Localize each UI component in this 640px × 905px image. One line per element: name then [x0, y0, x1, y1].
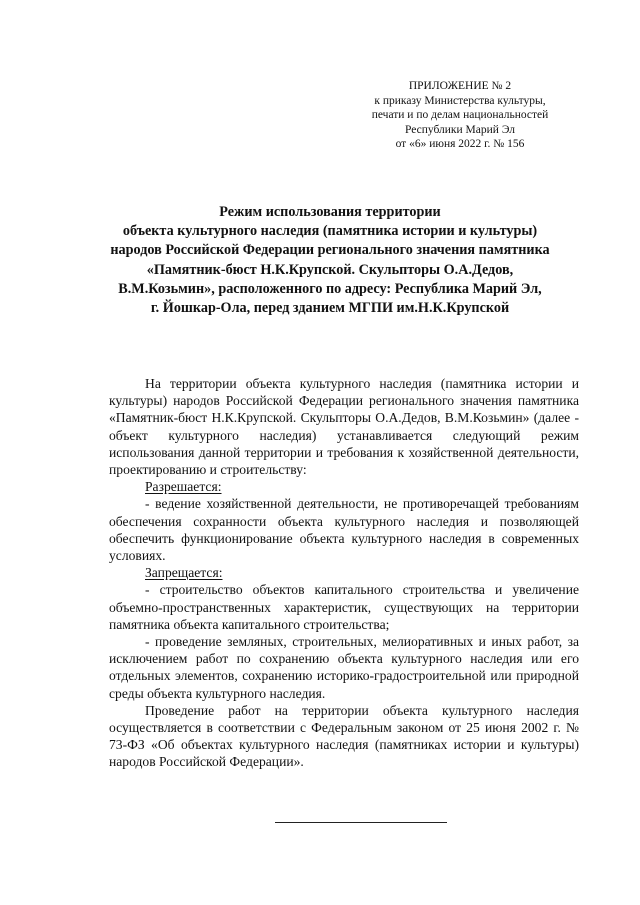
closing-paragraph: Проведение работ на территории объекта культурного наследия осуществляется в соответствии с Федеральным законом от 25 июня 2002 г. № 73-ФЗ «Об объектах культурного наследия (памятниках истории и культуры) народов Российской Федерации». — [109, 702, 579, 770]
end-divider-line — [275, 822, 447, 823]
title-line-6: г. Йошкар-Ола, перед зданием МГПИ им.Н.К.Крупской — [150, 300, 510, 317]
prohibited-item: - строительство объектов капитального строительства и увеличение объемно-пространственных характеристик, существующих на территории памятника объекта капитального строительства; — [109, 582, 579, 632]
title-line-1: Режим использования территории — [219, 204, 441, 220]
document-title — [95, 203, 565, 318]
allowed-heading: Разрешается: — [145, 479, 222, 495]
appendix-ministry-line: печати и по делам национальностей — [371, 109, 549, 122]
prohibited-item: - проведение земляных, строительных, мелиоративных и иных работ, за исключением работ по сохранению объекта культурного наследия или его отдельных элементов, сохранению историко-градостроительной или природной среды объекта культурного наследия. — [109, 634, 579, 701]
appendix-number: ПРИЛОЖЕНИЕ № 2 — [408, 80, 512, 92]
title-line-3: народов Российской Федерации регионального значения памятника — [110, 242, 550, 259]
allowed-item: - ведение хозяйственной деятельности, не противоречащей требованиям обеспечения сохранности объекта культурного наследия и позволяющей обеспечить функционирование объекта культурного наследия в современных условиях. — [109, 496, 579, 564]
appendix-header — [340, 79, 580, 152]
title-line-5: В.М.Козьмин», расположенного по адресу: Республика Марий Эл, — [118, 280, 542, 297]
title-line-2: объекта культурного наследия (памятника истории и культуры) — [122, 223, 538, 240]
title-line-4: «Памятник-бюст Н.К.Крупской. Скульпторы О.А.Дедов, — [146, 261, 514, 278]
prohibited-heading: Запрещается: — [145, 565, 223, 581]
appendix-date-line: от «6» июня 2022 г. № 156 — [395, 138, 525, 151]
appendix-order-line: к приказу Министерства культуры, — [374, 94, 546, 107]
intro-paragraph: На территории объекта культурного наследия (памятника истории и культуры) народов Российской Федерации регионального значения памятника «Памятник-бюст Н.К.Крупской. Скульпторы О.А.Дедов, В.М.Козьмин» (далее - объект культурного наследия) устанавливается следующий режим использования данной территории и требования к хозяйственной деятельности, проектированию и строительству: — [109, 376, 579, 478]
appendix-republic-line: Республики Марий Эл — [404, 123, 515, 136]
document-body — [109, 375, 579, 771]
